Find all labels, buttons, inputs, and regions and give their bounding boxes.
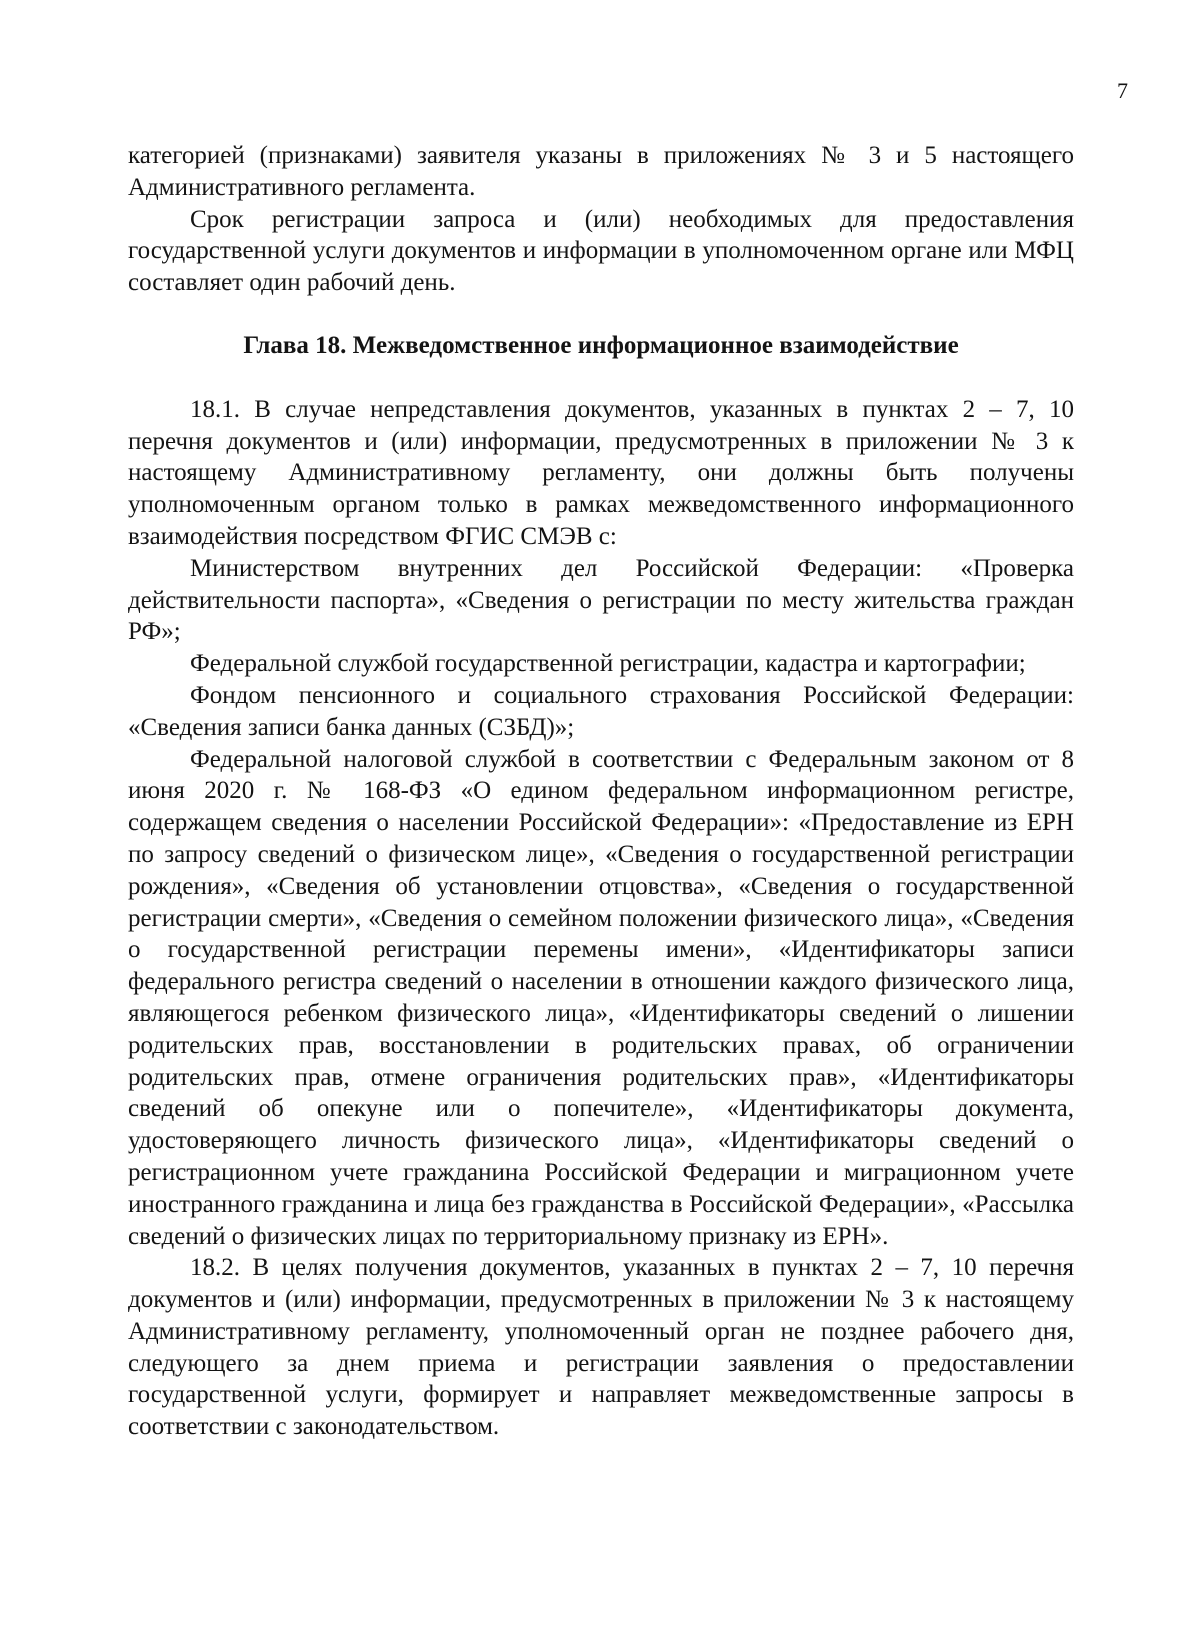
agency-item-sfr: Фондом пенсионного и социального страхования Российской Федерации: «Сведения записи банка данных (СЗБД)»; <box>128 681 1074 741</box>
registration-term-paragraph: Срок регистрации запроса и (или) необходимых для предоставления государственной услуги документов и информации в уполномоченном органе или МФЦ составляет один рабочий день. <box>128 205 1074 297</box>
section-18-1-lead: 18.1. В случае непредставления документов, указанных в пунктах 2 – 7, 10 перечня документов и (или) информации, предусмотренных в приложении № 3 к настоящему Административному регламенту, они должны быть получены уполномоченным органом только в рамках межведомственного информационного взаимодействия посредством ФГИС СМЭВ с: <box>128 395 1074 550</box>
agency-item-rosreestr: Федеральной службой государственной регистрации, кадастра и картографии; <box>190 650 1026 678</box>
chapter-heading: Глава 18. Межведомственное информационное взаимодействие <box>243 331 959 359</box>
agency-item-mvd: Министерством внутренних дел Российской Федерации: «Проверка действительности паспорта», «Сведения о регистрации по месту жительства граждан РФ»; <box>128 554 1074 646</box>
agency-item-fns: Федеральной налоговой службой в соответствии с Федеральным законом от 8 июня 2020 г. № 168-ФЗ «О едином федеральном информационном регистре, содержащем сведения о населении Российской Федерации»: «Предоставление из ЕРН по запросу сведений о физическом лице», «Сведения о государственной регистрации рождения», «Сведения об установлении отцовства», «Сведения о государственной регистрации смерти», «Сведения о семейном положении физического лица», «Сведения о государственной регистрации перемены имени», «Идентификаторы записи федерального регистра сведений о населении в отношении каждого физического лица, являющегося ребенком физического лица», «Идентификаторы сведений о лишении родительских прав, восстановлении в родительских правах, об ограничении родительских прав, отмене ограничения родительских прав», «Идентификаторы сведений об опекуне или о попечителе», «Идентификаторы документа, удостоверяющего личность физического лица», «Идентификаторы сведений о регистрационном учете гражданина Российской Федерации и миграционном учете иностранного гражданина и лица без гражданства в Российской Федерации», «Рассылка сведений о физических лицах по территориальному признаку из ЕРН». <box>128 745 1074 1250</box>
section-18-2: 18.2. В целях получения документов, указанных в пунктах 2 – 7, 10 перечня документов и (или) информации, предусмотренных в приложении № 3 к настоящему Административному регламенту, уполномоченный орган не позднее рабочего дня, следующего за днем приема и регистрации заявления о предоставлении государственной услуги, формирует и направляет межведомственные запросы в соответствии с законодательством. <box>128 1254 1074 1441</box>
page-number: 7 <box>1117 78 1128 103</box>
intro-paragraph-continuation: категорией (признаками) заявителя указаны в приложениях № 3 и 5 настоящего Административного регламента. <box>128 142 1074 201</box>
document-body <box>128 140 1074 1443</box>
